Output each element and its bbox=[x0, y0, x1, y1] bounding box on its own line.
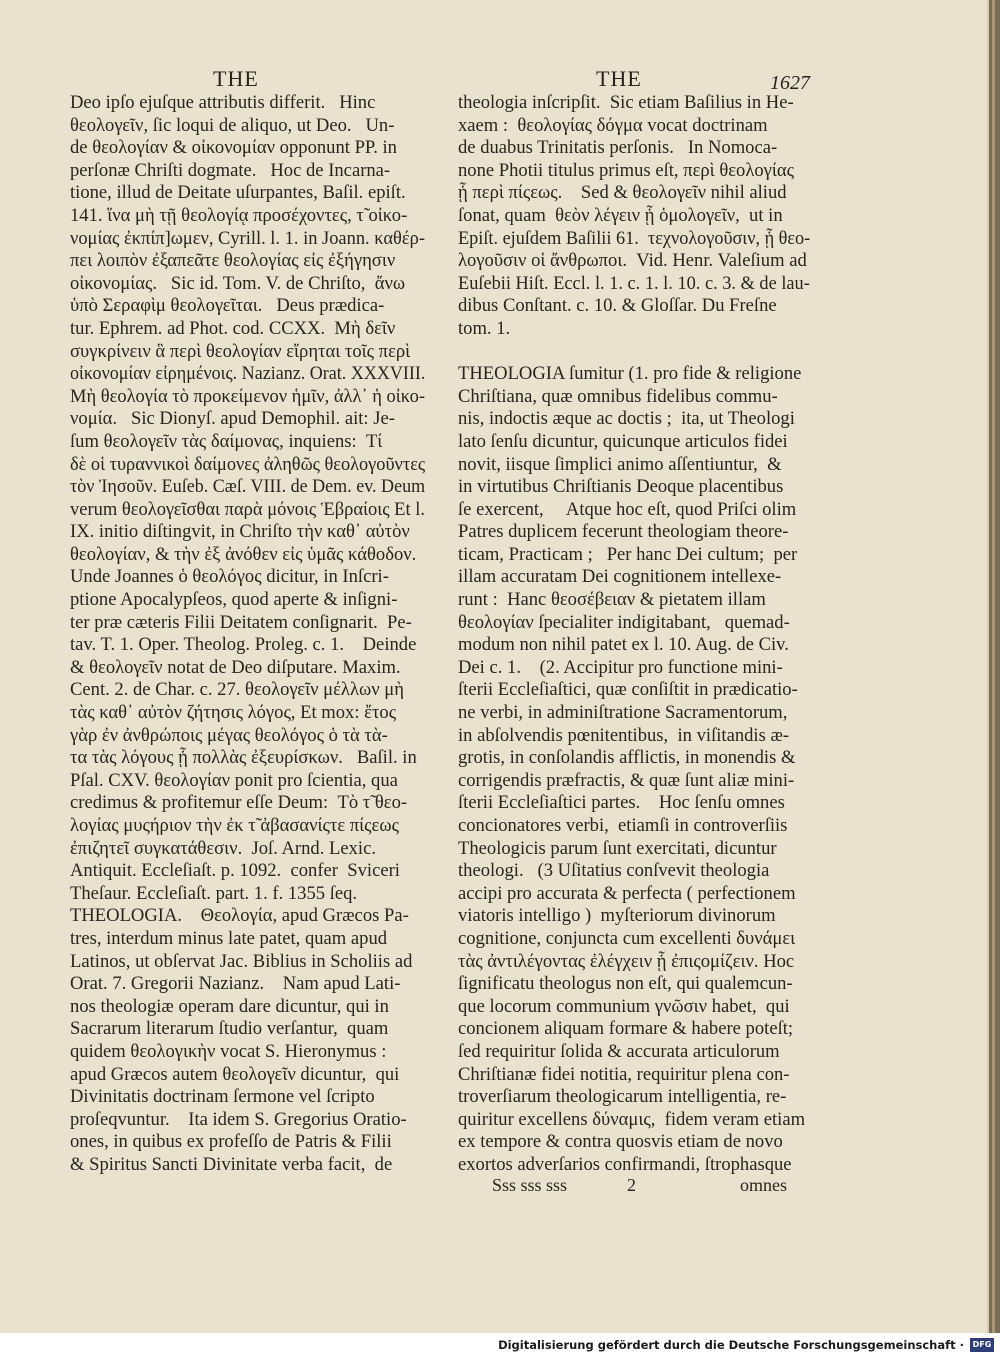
text-line: quidem θεολογικὴν vocat S. Hieronymus : bbox=[70, 1040, 387, 1062]
text-line: ſe exercent, Atque hoc eſt, quod Priſci olim bbox=[458, 498, 797, 520]
text-line: lato ſenſu dicuntur, quicunque articulos fidei bbox=[458, 430, 788, 452]
text-line: τα τὰς λόγους ᾗ πολλὰς ἐξευρίσκων. Baſil. in bbox=[70, 747, 417, 769]
signature-number: 2 bbox=[627, 1175, 636, 1195]
text-line: tur. Ephrem. ad Phot. cod. CCXX. Μὴ δεῖν bbox=[70, 317, 396, 339]
text-line: τὰς ἀντιλέγοντας ἐλέγχειν ᾗ ἐπιςομίζειν. Hoc bbox=[458, 950, 795, 972]
text-line: Divinitatis doctrinam ſermone vel ſcripto bbox=[70, 1086, 375, 1108]
text-line: Latinos, ut obſervat Jac. Biblius in Scholiis ad bbox=[70, 950, 413, 972]
text-line: corrigendis præfractis, & quæ ſunt aliæ mini- bbox=[458, 769, 795, 791]
text-line: apud Græcos autem θεολογεῖν dicuntur, qui bbox=[70, 1063, 400, 1085]
text-line: ex tempore & contra quosvis etiam de novo bbox=[458, 1131, 783, 1153]
text-line: ne verbi, in adminiſtratione Sacramentorum, bbox=[458, 702, 788, 724]
text-line: ſum θεολογεῖν τὰς δαίμονας, inquiens: Τί bbox=[70, 430, 383, 452]
text-line: Μὴ θεολογία τὸ προκείμενον ἡμῖν, ἀλλ᾽ ἡ οἰκο- bbox=[70, 385, 426, 407]
text-line: & Spiritus Sancti Divinitate verba facit, de bbox=[70, 1153, 393, 1175]
text-line: ſterii Eccleſiaſtici partes. Hoc ſenſu omnes bbox=[458, 792, 785, 814]
text-line: que locorum communium γνῶσιν habet, qui bbox=[458, 995, 790, 1017]
text-line: & θεολογεῖν notat de Deo diſputare. Maxim. bbox=[70, 656, 401, 678]
text-line: Cent. 2. de Char. c. 27. θεολογεῖν μέλλων μὴ bbox=[70, 679, 404, 701]
text-line: θεολογίαν, & τὴν ἐξ ἀνόθεν εἰς ὑμᾶς κάθοδον. bbox=[70, 543, 417, 565]
text-line: ticam, Practicam ; Per hanc Dei cultum; per bbox=[458, 543, 798, 565]
text-line: credimus & profitemur eſſe Deum: Τὸ τ̃ θεο- bbox=[70, 792, 408, 814]
text-line: IX. initio diſtingvit, in Chriſto τὴν καθ᾽ αὐτὸν bbox=[70, 521, 410, 543]
text-line: λογοῦσιν οἱ ἄνθρωποι. Vid. Henr. Valeſium ad bbox=[458, 250, 807, 272]
text-line: ſterii Eccleſiaſtici, quæ conſiſtit in prædicatio- bbox=[458, 679, 798, 701]
text-line: Unde Joannes ὁ θεολόγος dicitur, in Inſcri- bbox=[70, 566, 389, 588]
text-line: tav. T. 1. Oper. Theolog. Proleg. c. 1. Deinde bbox=[70, 634, 417, 656]
text-line: quiritur excellens δύναμις, fidem veram etiam bbox=[458, 1108, 806, 1130]
text-line: θεολογεῖν, ſic loqui de aliquo, ut Deo. Un- bbox=[70, 114, 395, 136]
text-line: νομία. Sic Dionyſ. apud Demophil. ait: Je- bbox=[70, 408, 395, 430]
text-line: grotis, in conſolandis afflictis, in monendis & bbox=[458, 747, 796, 769]
text-line: νομίας ἐκπίπ]ωμεν, Cyrill. l. 1. in Joann. καθέρ- bbox=[70, 227, 425, 249]
text-line: Dei c. 1. (2. Accipitur pro functione mini- bbox=[458, 656, 783, 678]
text-line: viatoris intelligo ) myſteriorum divinorum bbox=[458, 905, 776, 927]
text-line: ὑπὸ Σεραφὶμ θεολογεῖται. Deus prædica- bbox=[70, 295, 385, 317]
text-line: verum θεολογεῖσθαι παρὰ μόνοις Ἑβραίοις Et l. bbox=[70, 498, 425, 520]
text-line: ter præ cæteris Filii Deitatem conſignarit. Pe- bbox=[70, 611, 412, 633]
text-line: Patres duplicem fecerunt theologiam theore- bbox=[458, 521, 789, 543]
running-head-left: THE bbox=[213, 66, 259, 91]
text-line: Antiquit. Eccleſiaſt. p. 1092. confer Sviceri bbox=[70, 860, 400, 882]
running-head-right: THE bbox=[596, 66, 642, 91]
text-line: proſeqvuntur. Ita idem S. Gregorius Oratio- bbox=[70, 1108, 407, 1130]
text-line: Theſaur. Eccleſiaſt. part. 1. f. 1355 ſeq. bbox=[70, 882, 358, 904]
text-line: Deo ipſo ejuſque attributis differit. Hinc bbox=[70, 92, 376, 113]
text-line: Chriſtianæ fidei notitia, requiritur plena con- bbox=[458, 1063, 790, 1085]
text-line: οἰκονομίας. Sic id. Tom. V. de Chriſto, ἄνω bbox=[70, 272, 406, 294]
text-line: concionem aliquam formare & habere poteſt; bbox=[458, 1018, 794, 1040]
book-edge-highlight bbox=[992, 0, 995, 1333]
page-number: 1627 bbox=[770, 72, 810, 94]
text-line: ptione Apocalypſeos, quod aperte & inſigni- bbox=[70, 589, 398, 611]
text-line: Sacrarum literarum ſtudio verſantur, quam bbox=[70, 1018, 389, 1040]
text-line: ᾗ περὶ πίςεως. Sed & θεολογεῖν nihil aliud bbox=[458, 182, 787, 204]
text-line: tom. 1. bbox=[458, 317, 511, 339]
text-line: 141. ἵνα μὴ τῇ θεολογίᾳ προσέχοντες, τ̃ οἰκο- bbox=[70, 204, 408, 226]
text-line: dibus Conſtant. c. 10. & Gloſſar. Du Freſne bbox=[458, 295, 777, 317]
text-line: none Photii titulus primus eſt, περὶ θεολογίας bbox=[458, 159, 794, 181]
text-line: οἰκονομίαν εἰρημένοις. Nazianz. Orat. XXXVIII. bbox=[70, 363, 426, 385]
text-line: troverſiarum theologicarum intelligentia, re- bbox=[458, 1086, 787, 1108]
text-line bbox=[458, 341, 810, 364]
dfg-logo: DFG bbox=[970, 1338, 994, 1352]
catchword: omnes bbox=[740, 1175, 787, 1195]
text-line: in abſolvendis pœnitentibus, in viſitandis æ- bbox=[458, 724, 790, 746]
text-line: ſed requiritur ſolida & accurata articulorum bbox=[458, 1040, 780, 1062]
text-line: ſonat, quam θεὸν λέγειν ᾗ ὁμολογεῖν, ut in bbox=[458, 204, 783, 226]
signature-mark: Sss sss sss bbox=[492, 1175, 568, 1195]
text-line: Theologicis parum ſunt exercitati, dicuntur bbox=[458, 837, 777, 859]
funding-notice: Digitalisierung gefördert durch die Deutsche Forschungsgemeinschaft · bbox=[498, 1338, 964, 1352]
text-line: nis, indoctis æque ac doctis ; ita, ut Theologi bbox=[458, 408, 795, 430]
text-line: tres, interdum minus late patet, quam apud bbox=[70, 927, 388, 949]
text-line: illam accuratam Dei cognitionem intellexe- bbox=[458, 566, 782, 588]
text-line: συγκρίνειν ἃ περὶ θεολογίαν εἴρηται τοῖς περὶ bbox=[70, 340, 411, 362]
text-line: accipi pro accurata & perfecta ( perfectionem bbox=[458, 882, 796, 904]
text-line: θεολογίαν ſpecialiter indigitabant, quemad- bbox=[458, 611, 790, 633]
text-line: τὰς καθ᾽ αὐτὸν ζήτησις λόγος, Et mox: ἔτος bbox=[70, 702, 397, 724]
text-line: theologi. (3 Uſitatius conſvevit theologia bbox=[458, 860, 770, 882]
text-line: de θεολογίαν & οἰκονομίαν opponunt PP. in bbox=[70, 137, 397, 159]
text-line: novit, iisque ſimplici animo aſſentiuntur, & bbox=[458, 453, 782, 475]
text-line: de duabus Trinitatis perſonis. In Nomoca- bbox=[458, 137, 778, 159]
text-line: in virtutibus Chriſtianis Deoque placentibus bbox=[458, 476, 784, 498]
text-line: Orat. 7. Gregorii Nazianz. Nam apud Lati- bbox=[70, 973, 401, 995]
text-line: modum non nihil patet ex l. 10. Aug. de Civ. bbox=[458, 634, 789, 656]
text-line: ſignificatu theologus non eſt, qui qualemcun- bbox=[458, 973, 793, 995]
text-line: Pſal. CXV. θεολογίαν ponit pro ſcientia, qua bbox=[70, 769, 398, 791]
text-line: ones, in quibus ex profeſſo de Patris & Filii bbox=[70, 1131, 392, 1153]
left-column bbox=[70, 92, 425, 1177]
right-column bbox=[458, 92, 810, 1177]
text-line: nos theologiæ operam dare dicuntur, qui in bbox=[70, 995, 389, 1017]
text-line: cognitione, conjuncta cum excellenti δυνάμει bbox=[458, 927, 796, 949]
text-line: xaem : θεολογίας δόγμα vocat doctrinam bbox=[458, 114, 768, 136]
text-line: exortos adverſarios confirmandi, ſtrophasque bbox=[458, 1153, 792, 1175]
text-line: ἐπιζητεῖ συγκατάθεσιν. Joſ. Arnd. Lexic. bbox=[70, 837, 376, 859]
text-line: concionatores verbi, etiamſi in controverſiis bbox=[458, 815, 788, 836]
text-line: runt : Hanc θεοσέβειαν & pietatem illam bbox=[458, 589, 766, 611]
text-line: THEOLOGIA ſumitur (1. pro fide & religione bbox=[458, 363, 802, 385]
text-line: δὲ οἱ τυραννικοὶ δαίμονες ἀληθῶς θεολογοῦντες bbox=[70, 453, 426, 475]
text-line: THEOLOGIA. Θεολογία, apud Græcos Pa- bbox=[70, 905, 409, 927]
text-line: λογίας μυςήριον τὴν ἐκ τ̃ ἀβασανίςτε πίςεως bbox=[70, 815, 399, 836]
text-line: τὸν Ἰησοῦν. Euſeb. Cæſ. VIII. de Dem. ev. Deum bbox=[70, 476, 426, 498]
text-line: theologia inſcripſit. Sic etiam Baſilius in He- bbox=[458, 92, 794, 113]
text-line: Chriſtiana, quæ omnibus fidelibus commu- bbox=[458, 385, 778, 407]
text-line: perſonæ Chriſti dogmate. Hoc de Incarna- bbox=[70, 159, 391, 181]
footer-bar bbox=[0, 1333, 1000, 1358]
text-line: Epiſt. ejuſdem Baſilii 61. τεχνολογοῦσιν, ᾗ θεο- bbox=[458, 227, 811, 249]
text-line: tione, illud de Deitate uſurpantes, Baſil. epiſt. bbox=[70, 182, 406, 204]
text-line: γὰρ ἐν ἀνθρώποις μέγας θεολόγος ὁ τὰ τὰ- bbox=[70, 724, 388, 746]
text-line: πει λοιπὸν ἐξαπεᾶτε θεολογίας εἰς ἐξήγησιν bbox=[70, 250, 396, 272]
text-line: Euſebii Hiſt. Eccl. l. 1. c. 1. l. 10. c. 3. & de lau- bbox=[458, 272, 810, 294]
